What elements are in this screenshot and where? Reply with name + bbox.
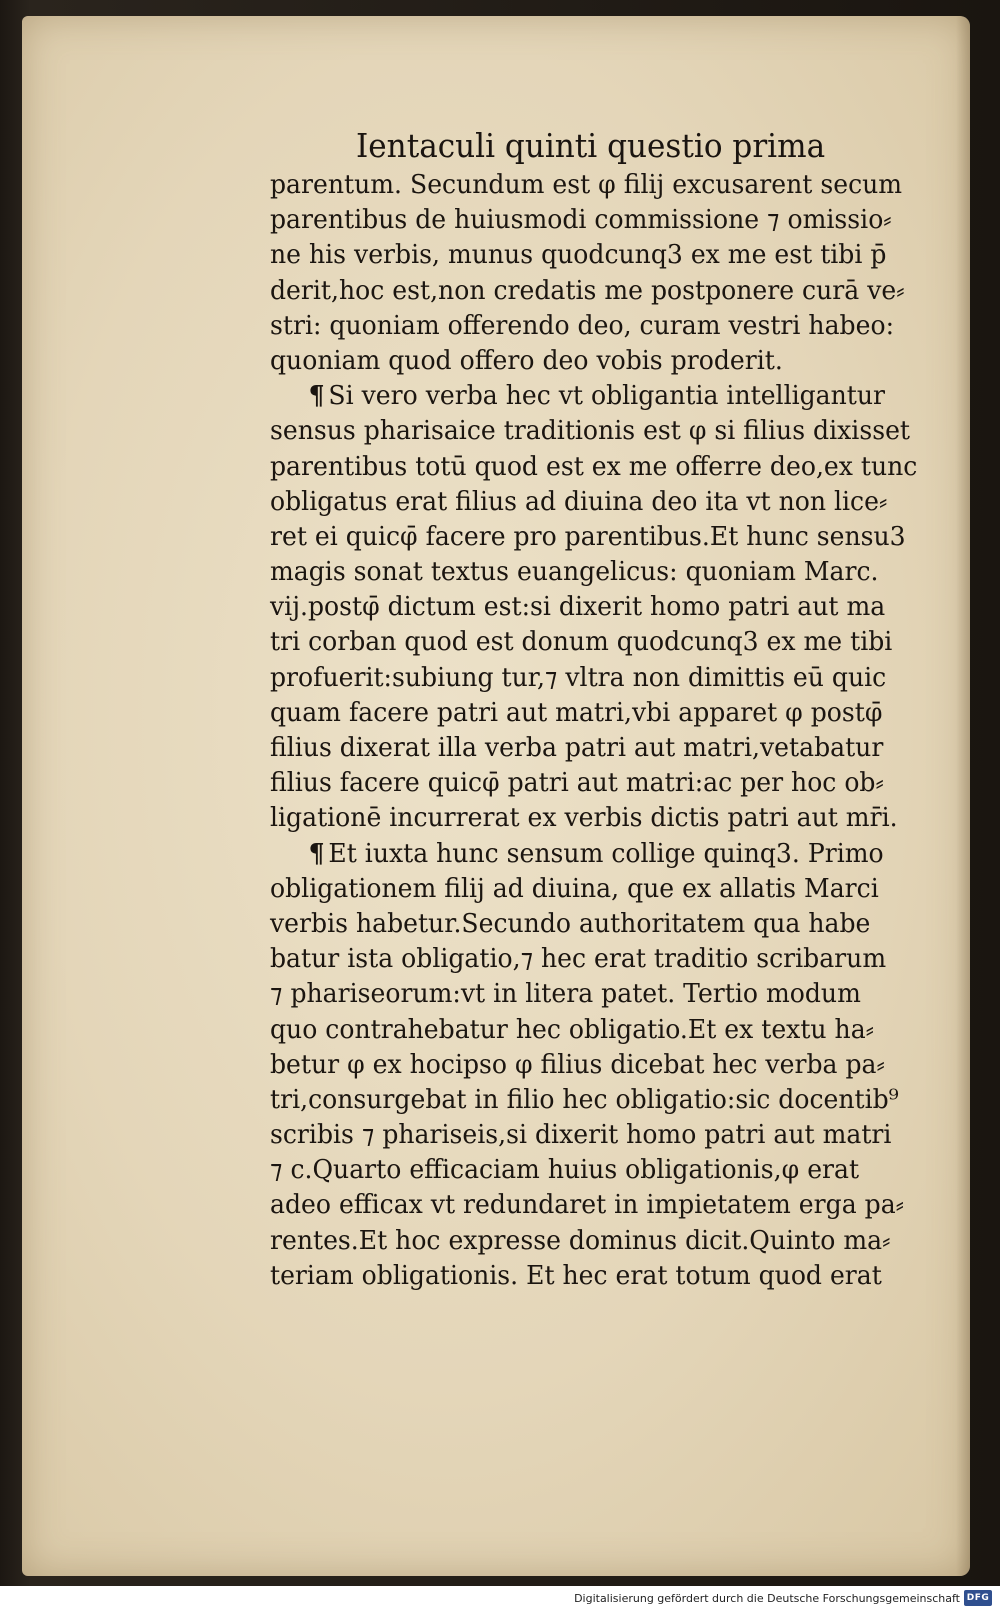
footer-bar [0,1586,1000,1612]
body-text [270,168,990,1294]
text-line [270,1048,965,1083]
line-text: tri,consurgebat in filio hec obligatio:sic docentib⁹ [270,1084,899,1115]
text-line [270,168,965,203]
pilcrow-icon: ¶ [308,381,325,412]
text-line [270,1259,965,1294]
running-head: Ientaculi quinti questio prima [356,126,826,165]
line-text: quoniam quod offero deo vobis proderit. [270,345,783,376]
line-text: obligationem filij ad diuina, que ex allatis Marci [270,873,879,904]
text-line [270,942,965,977]
text-line [270,238,965,273]
text-line [270,203,965,238]
line-text: Et iuxta hunc sensum collige quinq3. Primo [328,838,884,869]
line-text: parentum. Secundum est φ filij excusarent secum [270,170,903,200]
line-text: rentes.Et hoc expresse dominus dicit.Quinto ma⸗ [270,1225,891,1256]
text-line [270,837,965,872]
line-text: adeo efficax vt redundaret in impietatem erga pa⸗ [270,1190,905,1221]
text-line [270,414,965,449]
text-line [270,1013,965,1048]
line-text: tri corban quod est donum quodcunq3 ex me tibi [270,627,893,658]
text-line [270,450,965,485]
funding-credit: Digitalisierung gefördert durch die Deutsche Forschungsgemeinschaft [574,1592,960,1605]
text-line [270,977,965,1012]
text-line [270,1224,965,1259]
line-text: batur ista obligatio,⁊ hec erat traditio scribarum [270,944,887,975]
line-text: magis sonat textus euangelicus: quoniam Marc. [270,557,879,588]
line-text: obligatus erat filius ad diuina deo ita vt non lice⸗ [270,486,888,517]
line-text: filius dixerat illa verba patri aut matri,vetabatur [270,733,884,763]
text-line [270,907,965,942]
line-text: ret ei quicφ̄ facere pro parentibus.Et hunc sensu3 [270,521,906,552]
text-line [270,379,965,414]
dfg-logo: DFG [964,1590,992,1606]
text-line [270,731,965,766]
line-text: scribis ⁊ phariseis,si dixerit homo patri aut matri [270,1120,892,1151]
line-text: profuerit:subiung tur,⁊ vltra non dimittis eū quic [270,662,887,693]
line-text: teriam obligationis. Et hec erat totum quod erat [270,1260,882,1291]
line-text: sensus pharisaice traditionis est φ si filius dixisset [270,416,911,447]
pilcrow-icon: ¶ [308,838,325,869]
text-line [270,274,965,309]
text-line [270,309,965,344]
text-line [270,625,965,660]
line-text: ne his verbis, munus quodcunq3 ex me est tibi p̄ [270,240,887,271]
line-text: quo contrahebatur hec obligatio.Et ex textu ha⸗ [270,1014,875,1045]
text-line [270,766,965,801]
text-line [270,555,965,590]
line-text: Si vero verba hec vt obligantia intelligantur [328,381,886,412]
line-text: parentibus totū quod est ex me offerre deo,ex tunc [270,451,918,482]
text-line [270,590,965,625]
line-text: ⁊ phariseorum:vt in litera patet. Tertio modum [270,979,861,1010]
line-text: ⁊ c.Quarto efficaciam huius obligationis,φ erat [270,1155,860,1186]
text-line [270,661,965,696]
line-text: stri: quoniam offerendo deo, curam vestri habeo: [270,310,895,341]
text-line [270,1083,965,1118]
line-text: quam facere patri aut matri,vbi apparet φ postφ̄ [270,697,883,728]
line-text: vij.postφ̄ dictum est:si dixerit homo patri aut ma [270,592,886,623]
text-line [270,520,965,555]
line-text: verbis habetur.Secundo authoritatem qua habe [270,908,871,939]
text-line [270,872,965,907]
line-text: betur φ ex hocipso φ filius dicebat hec verba pa⸗ [270,1049,885,1080]
text-line [270,801,965,836]
text-line [270,1118,965,1153]
line-text: ligationē incurrerat ex verbis dictis patri aut mr̄i. [270,803,898,834]
line-text: parentibus de huiusmodi commissione ⁊ omissio⸗ [270,205,892,236]
text-line [270,485,965,520]
line-text: derit,hoc est,non credatis me postponere curā ve⸗ [270,275,905,306]
text-line [270,344,965,379]
text-line [270,1188,965,1223]
text-line [270,1153,965,1188]
text-line [270,696,965,731]
line-text: filius facere quicφ̄ patri aut matri:ac per hoc ob⸗ [270,768,884,799]
